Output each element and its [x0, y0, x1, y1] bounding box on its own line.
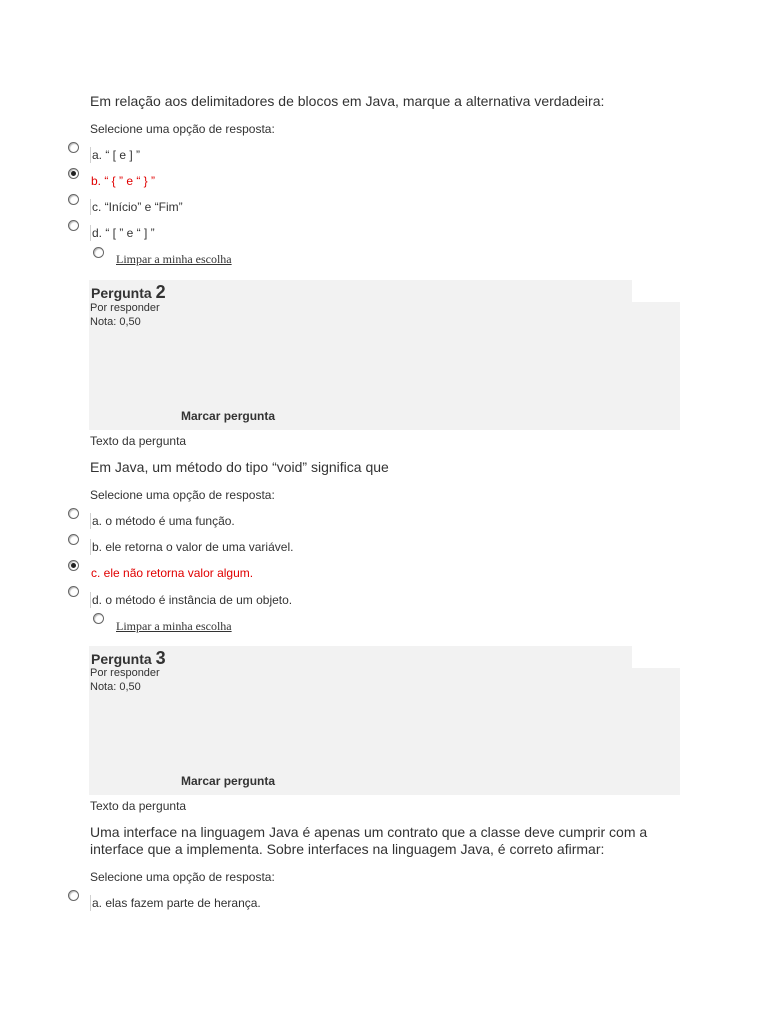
- flag-question-3-button[interactable]: Marcar pergunta: [181, 774, 276, 788]
- clear-choice-link-q1[interactable]: Limpar a minha escolha: [116, 252, 232, 266]
- option-q1-a[interactable]: a. “ [ e ] ”: [92, 148, 141, 162]
- question-2-heading: [91, 282, 166, 303]
- question-3-info-header: [89, 646, 632, 668]
- question-2-info-panel: [89, 302, 680, 430]
- question-2-info-header: [89, 280, 632, 302]
- question-1-prompt: Selecione uma opção de resposta:: [90, 122, 275, 136]
- option-q2-b[interactable]: b. ele retorna o valor de uma variável.: [92, 540, 294, 554]
- radio-q2-b[interactable]: [68, 534, 79, 545]
- option-q2-a[interactable]: a. o método é uma função.: [92, 514, 235, 528]
- question-3-prompt: Selecione uma opção de resposta:: [90, 870, 275, 884]
- question-2-text-heading: Texto da pergunta: [90, 434, 187, 448]
- question-3-info-panel: [89, 668, 680, 795]
- option-q2-c[interactable]: c. ele não retorna valor algum.: [91, 566, 254, 580]
- radio-q1-c[interactable]: [68, 194, 79, 205]
- radio-q2-a[interactable]: [68, 508, 79, 519]
- question-3-grade: Nota: 0,50: [90, 681, 141, 693]
- clear-choice-link-q2[interactable]: Limpar a minha escolha: [116, 619, 232, 633]
- radio-q1-b[interactable]: [68, 168, 79, 179]
- question-3-status: Por responder: [90, 667, 160, 679]
- flag-question-2-button[interactable]: Marcar pergunta: [181, 409, 276, 423]
- question-3-label: Pergunta: [91, 651, 152, 667]
- radio-q2-c[interactable]: [68, 560, 79, 571]
- question-2-label: Pergunta: [91, 285, 152, 301]
- radio-q1-d[interactable]: [68, 220, 79, 231]
- question-2-prompt: Selecione uma opção de resposta:: [90, 488, 275, 502]
- question-3-text-line-1: Uma interface na linguagem Java é apenas um contrato que a classe deve cumprir com a: [90, 824, 648, 840]
- question-2-status: Por responder: [90, 302, 160, 314]
- radio-q2-clear[interactable]: [93, 613, 104, 624]
- question-3-heading: [91, 648, 166, 669]
- radio-q3-a[interactable]: [68, 890, 79, 901]
- question-3-number: 3: [155, 648, 166, 668]
- question-2-number: 2: [155, 282, 166, 302]
- radio-q2-d[interactable]: [68, 586, 79, 597]
- option-q1-d[interactable]: d. “ [ ” e “ ] ”: [92, 226, 155, 240]
- question-3-text-line-2: interface que a implementa. Sobre interfaces na linguagem Java, é correto afirmar:: [90, 841, 605, 857]
- radio-q1-a[interactable]: [68, 142, 79, 153]
- radio-q1-clear[interactable]: [93, 247, 104, 258]
- option-q1-c[interactable]: c. “Início” e “Fim”: [92, 200, 183, 214]
- question-2-grade: Nota: 0,50: [90, 316, 141, 328]
- option-q2-d[interactable]: d. o método é instância de um objeto.: [92, 593, 293, 607]
- question-3-text-heading: Texto da pergunta: [90, 799, 187, 813]
- question-1-text: Em relação aos delimitadores de blocos em Java, marque a alternativa verdadeira:: [90, 93, 605, 109]
- option-q1-b[interactable]: b. “ { ” e “ } ”: [91, 174, 156, 188]
- question-2-text: Em Java, um método do tipo “void” significa que: [90, 459, 389, 475]
- option-q3-a[interactable]: a. elas fazem parte de herança.: [92, 896, 261, 910]
